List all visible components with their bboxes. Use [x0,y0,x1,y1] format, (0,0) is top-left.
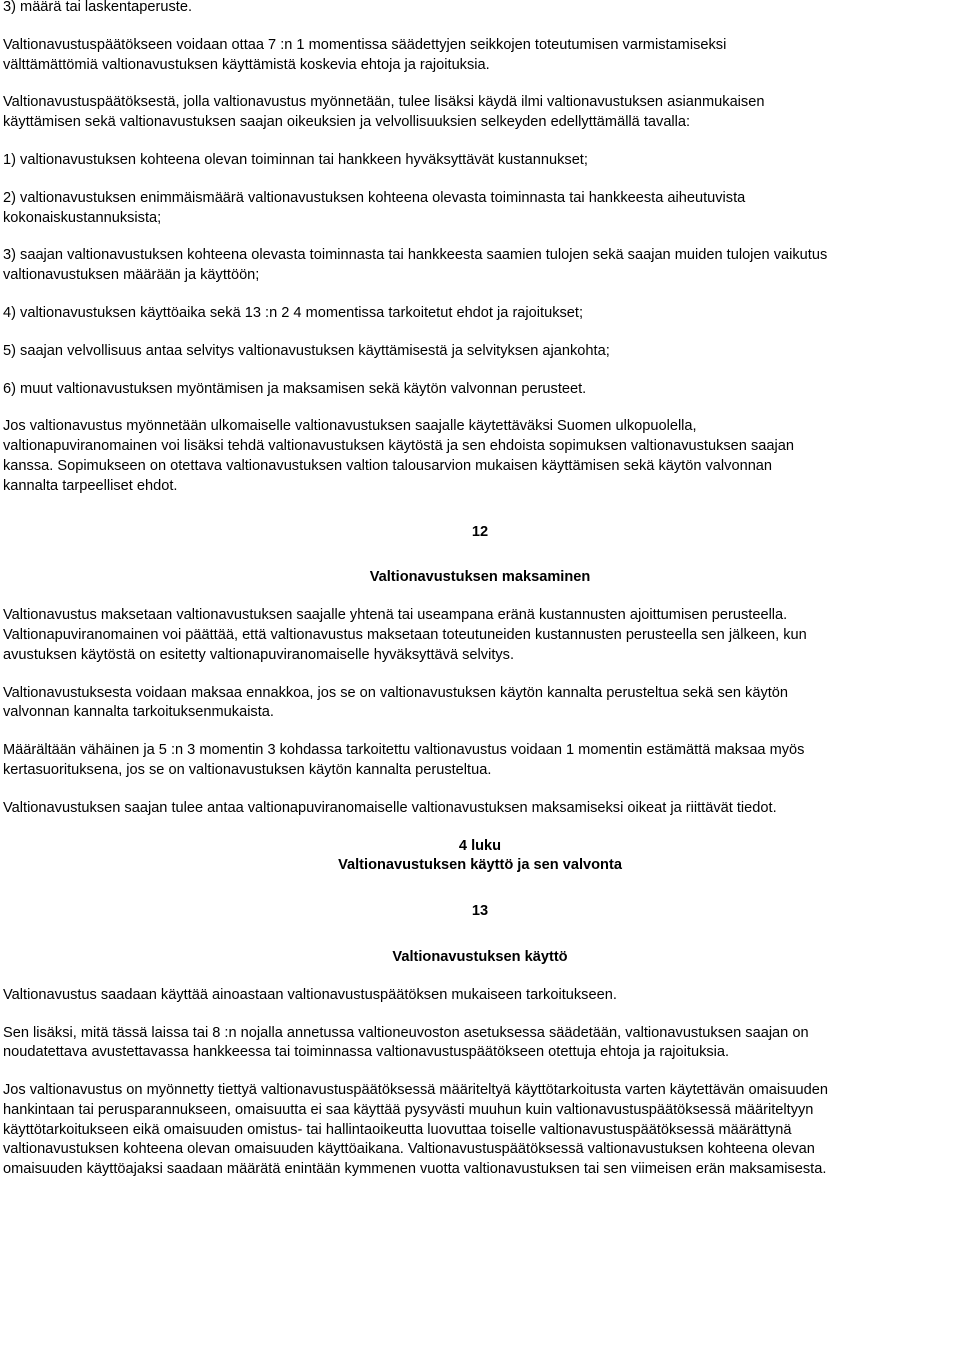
text-line: kokonaiskustannuksista; [3,209,162,226]
text-line: 1) valtionavustuksen kohteena olevan toiminnan tai hankkeen hyväksyttävät kustannukset; [3,151,588,168]
text-line: 2) valtionavustuksen enimmäismäärä valtionavustuksen kohteena olevasta toiminnasta tai hankkeesta aiheutuvista [3,189,746,206]
paragraph-conditions [3,36,957,76]
paragraph-advance [3,684,957,724]
text-line: Jos valtionavustus myönnetään ulkomaiselle valtionavustuksen saajalle käytettäväksi Suomen ulkopuolella, [3,418,697,435]
section-title: Valtionavustuksen käyttö [392,948,568,965]
list-item [3,246,957,286]
list-item [3,189,957,229]
section-number: 12 [471,523,489,540]
text-line: kertasuorituksena, jos se on valtionavustuksen käytön kannalta perusteltua. [3,761,492,778]
paragraph-property-use [3,1081,957,1180]
text-line: Valtionavustus maksetaan valtionavustuksen saajalle yhtenä tai useampana eränä kustannusten ajoittumisen perusteella. [3,607,788,624]
text-line: käyttämisen sekä valtionavustuksen saajan oikeuksien ja velvollisuuksien selkeyden edellyttämällä tavalla: [3,114,691,131]
text-line: Valtionavustuspäätökseen voidaan ottaa 7 :n 1 momentissa säädettyjen seikkojen toteutumisen varmistamiseksi [3,36,727,53]
list-item-tail: 3) määrä tai laskentaperuste. [3,0,193,15]
text-line: hankintaan tai perusparannukseen, omaisuutta ei saa käyttää pysyvästi muuhun kuin valtionavustuspäätöksessä määriteltyyn [3,1101,814,1118]
text-line: Määrältään vähäinen ja 5 :n 3 momentin 3 kohdassa tarkoitettu valtionavustus voidaan 1 momentin estämättä maksaa myös [3,742,805,759]
list-item [3,380,957,400]
text-line: Jos valtionavustus on myönnetty tiettyä valtionavustuspäätöksessä määriteltyä käyttötarkoitusta varten käytettävän omaisuuden [3,1082,828,1099]
paragraph-information [3,799,957,819]
section-title: Valtionavustuksen maksaminen [369,569,591,586]
text-line: omaisuuden käyttöajaksi saadaan määrätä enintään kymmenen vuotta valtionavustuksen tai sen viimeisen erän maksamisesta. [3,1161,827,1178]
list-item [3,342,957,362]
text-line: 5) saajan velvollisuus antaa selvitys valtionavustuksen käyttämisestä ja selvityksen ajankohta; [3,342,610,359]
text-line: Sen lisäksi, mitä tässä laissa tai 8 :n nojalla annetussa valtioneuvoston asetuksessa säädetään, valtionavustuksen saajan on [3,1024,809,1041]
list-item [3,151,957,171]
paragraph-compliance [3,1024,957,1064]
paragraph-foreign-recipient [3,417,957,496]
chapter-number: 4 luku [458,837,502,854]
text-line: käyttötarkoitukseen eikä omaisuuden omistus- tai hallintaoikeutta luovuttaa toiselle valtionavustuspäätöksessä määrättynä [3,1121,792,1138]
text-line: avustuksen käytöstä on esitetty valtionapuviranomaiselle hyväksyttävä selvitys. [3,646,515,663]
paragraph-purpose [3,986,957,1006]
text-line: Valtionavustus saadaan käyttää ainoastaan valtionavustuspäätöksen mukaiseen tarkoitukseen. [3,986,617,1003]
text-line: välttämättömiä valtionavustuksen käyttämistä koskevia ehtoja ja rajoituksia. [3,56,490,73]
paragraph-lump-sum [3,741,957,781]
chapter-title: Valtionavustuksen käyttö ja sen valvonta [338,857,622,874]
text-line: kanssa. Sopimukseen on otettava valtionavustuksen valtion talousarvion mukaisen käyttämisen sekä käytön valvonnan [3,457,773,474]
text-line: valtionapuviranomainen voi lisäksi tehdä valtionavustuksen käytöstä ja sen ehdoista sopimuksen valtionavustuksen saajan [3,438,794,455]
text-line: 3) saajan valtionavustuksen kohteena olevasta toiminnasta tai hankkeesta saamien tulojen sekä saajan muiden tulojen vaikutus [3,247,828,264]
text-line: 6) muut valtionavustuksen myöntämisen ja maksamisen sekä käytön valvonnan perusteet. [3,380,587,397]
text-line: Valtionapuviranomainen voi päättää, että valtionavustus maksetaan toteutuneiden kustannusten perusteella sen jälkeen, kun [3,626,807,643]
paragraph-decision-content [3,93,957,133]
document-page [3,0,957,1180]
text-line: Valtionavustuksen saajan tulee antaa valtionapuviranomaiselle valtionavustuksen maksamiseksi oikeat ja riittävät tiedot. [3,799,777,816]
text-line: Valtionavustuspäätöksestä, jolla valtionavustus myönnetään, tulee lisäksi käydä ilmi valtionavustuksen asianmukaisen [3,94,765,111]
text-line: valtionavustuksen määrään ja käyttöön; [3,267,260,284]
list-item [3,304,957,324]
text-line: kannalta tarpeelliset ehdot. [3,477,178,494]
text-line: 4) valtionavustuksen käyttöaika sekä 13 :n 2 4 momentissa tarkoitetut ehdot ja rajoitukset; [3,304,584,321]
text-line: Valtionavustuksesta voidaan maksaa ennakkoa, jos se on valtionavustuksen käytön kannalta perusteltua sekä sen käytön [3,684,789,701]
text-line: noudatettava avustettavassa hankkeessa tai toiminnassa valtionavustuspäätökseen otettuja ehtoja ja rajoituksia. [3,1044,730,1061]
paragraph-payment [3,606,957,665]
section-number: 13 [471,903,489,920]
text-line: valvonnan kannalta tarkoituksenmukaista. [3,704,274,721]
text-line: valtionavustuksen kohteena olevan omaisuuden käyttöaikana. Valtionavustuspäätöksessä valtionavustuksen kohteena olevan [3,1141,815,1158]
